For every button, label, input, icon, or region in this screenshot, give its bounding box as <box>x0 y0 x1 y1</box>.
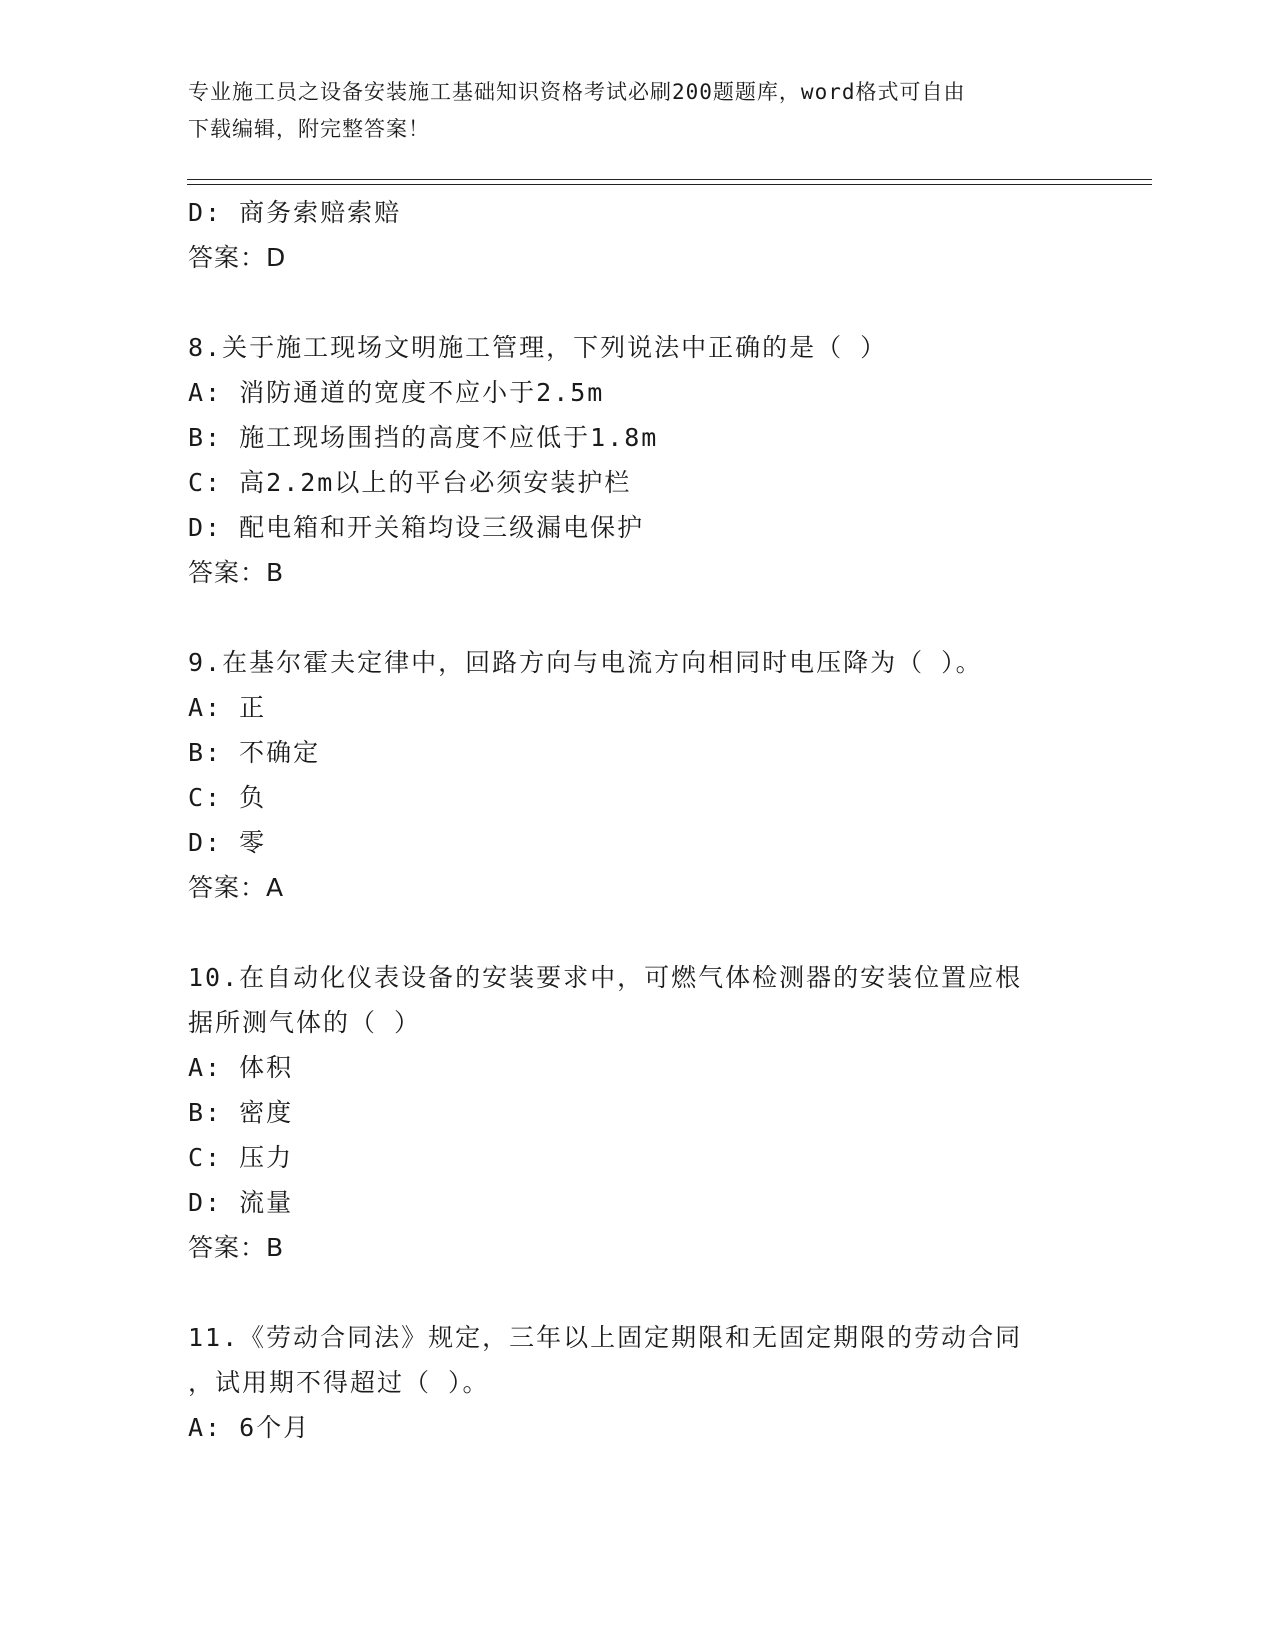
option-d: D: 配电箱和开关箱均设三级漏电保护 <box>188 513 645 542</box>
option-a: A: 正 <box>188 693 267 722</box>
option-d: D: 流量 <box>188 1188 294 1217</box>
question-11 <box>188 1315 1088 1450</box>
option-d: D: 零 <box>188 828 267 857</box>
answer-line: 答案：B <box>188 558 285 587</box>
question-stem-line-1: 11.《劳动合同法》规定，三年以上固定期限和无固定期限的劳动合同 <box>188 1323 1023 1352</box>
option-c: C: 压力 <box>188 1143 294 1172</box>
question-stem: 9.在基尔霍夫定律中，回路方向与电流方向相同时电压降为（ ）。 <box>188 648 983 677</box>
option-b: B: 不确定 <box>188 738 321 767</box>
option-c: C: 高2.2m以上的平台必须安装护栏 <box>188 468 632 497</box>
question-stem-line-2: 据所测气体的（ ） <box>188 1008 422 1037</box>
page-header <box>188 74 1068 148</box>
option-a: A: 消防通道的宽度不应小于2.5m <box>188 378 605 407</box>
answer-line: 答案：B <box>188 1233 285 1262</box>
previous-question-tail <box>188 190 1088 280</box>
question-8 <box>188 325 1088 595</box>
answer-line: 答案：D <box>188 243 287 272</box>
option-c: C: 负 <box>188 783 267 812</box>
question-stem: 8.关于施工现场文明施工管理，下列说法中正确的是（ ） <box>188 333 888 362</box>
answer-line: 答案：A <box>188 873 285 902</box>
spacer <box>188 280 1088 325</box>
header-title-line-2: 下载编辑，附完整答案！ <box>188 117 430 141</box>
question-stem-line-1: 10.在自动化仪表设备的安装要求中，可燃气体检测器的安装位置应根 <box>188 963 1023 992</box>
spacer <box>188 910 1088 955</box>
header-title-line-1: 专业施工员之设备安装施工基础知识资格考试必刷200题题库，word格式可自由 <box>188 80 966 104</box>
spacer <box>188 595 1088 640</box>
header-divider-top <box>187 179 1152 180</box>
option-a: A: 6个月 <box>188 1413 311 1442</box>
spacer <box>188 1270 1088 1315</box>
option-b: B: 施工现场围挡的高度不应低于1.8m <box>188 423 659 452</box>
question-stem-line-2: ，试用期不得超过（ ）。 <box>188 1368 490 1397</box>
question-content <box>188 190 1088 1450</box>
option-b: B: 密度 <box>188 1098 294 1127</box>
option-a: A: 体积 <box>188 1053 294 1082</box>
header-divider-bottom <box>187 184 1152 185</box>
option-d: D: 商务索赔索赔 <box>188 198 402 227</box>
question-9 <box>188 640 1088 910</box>
question-10 <box>188 955 1088 1270</box>
